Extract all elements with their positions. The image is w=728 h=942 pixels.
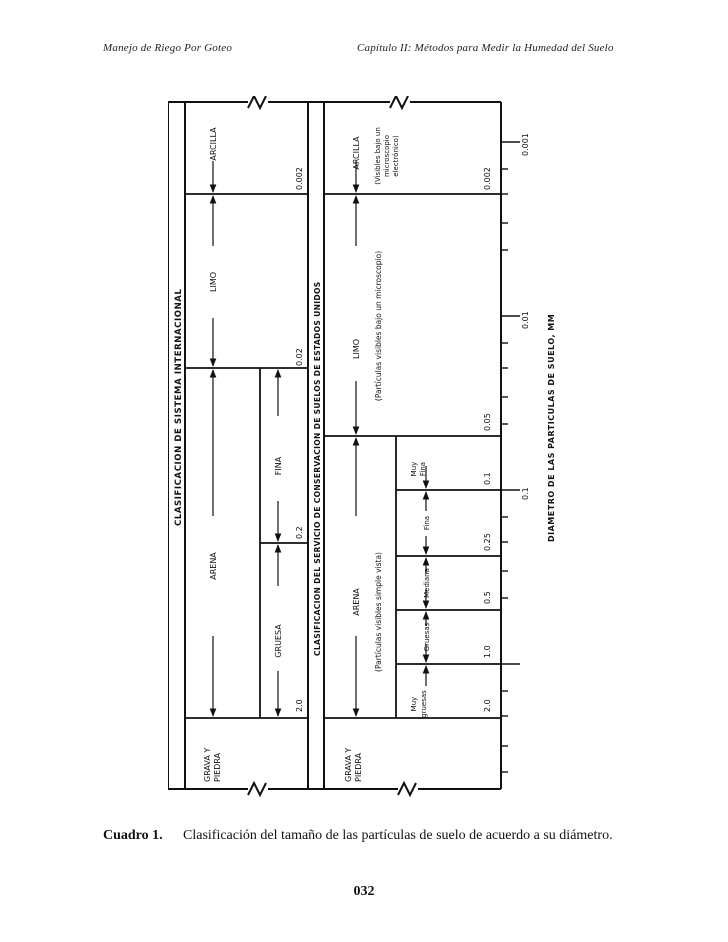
usda-tick-0-1: 0.1	[483, 472, 492, 485]
usda-grava-label: GRAVA Y	[344, 747, 353, 782]
axis-tick-0-01: 0.01	[521, 311, 530, 329]
usda-muy-label: Muy	[410, 696, 418, 712]
running-header-right: Capítulo II: Métodos para Medir la Humedad del Suelo	[357, 42, 614, 54]
usda-arena-label: ARENA	[352, 588, 361, 616]
intl-tick-0-02: 0.02	[295, 348, 304, 366]
usda-arena-note: (Partículas visibles simple vista)	[374, 552, 383, 672]
axis-tick-0-1: 0.1	[521, 487, 530, 500]
axis-label: DIAMETRO DE LAS PARTICULAS DE SUELO, MM	[547, 313, 556, 542]
usda-piedra-label: PIEDRA	[354, 752, 363, 782]
usda-boundaries	[324, 194, 501, 718]
usda-gruesas-label: Gruesas	[423, 622, 431, 652]
usda-mediana-label: Mediana	[423, 568, 431, 598]
axis-tick-0-001: 0.001	[521, 133, 530, 156]
usda-tick-0-05: 0.05	[483, 413, 492, 431]
usda-tick-1: 1.0	[483, 645, 492, 658]
intl-grava-label: GRAVA Y	[203, 747, 212, 782]
frame-lines	[168, 102, 501, 789]
usda-arcilla-note-3: electrónico)	[392, 135, 400, 177]
intl-title: CLASIFICACION DE SISTEMA INTERNACIONAL	[174, 288, 184, 526]
usda-gruesas-a-label: gruesas	[420, 690, 428, 718]
usda-arcilla-note-2: microscopio	[383, 134, 391, 178]
intl-fina-label: FINA	[274, 456, 283, 476]
figure-drawing	[168, 96, 576, 816]
intl-tick-0-002: 0.002	[295, 167, 304, 190]
particle-size-figure	[168, 96, 576, 816]
usda-arrows	[356, 161, 426, 716]
axis-ticks	[501, 142, 520, 772]
usda-tick-2: 2.0	[483, 699, 492, 712]
usda-arcilla-note-1: (Visibles bajo un	[374, 127, 382, 185]
usda-title: CLASIFICACION DEL SERVICIO DE CONSERVACION DE SUELOS DE ESTADOS UNIDOS	[313, 281, 322, 656]
usda-muy-fina-a-label: Muy	[410, 461, 418, 477]
usda-muy-fina-b-label: Fina	[419, 461, 427, 477]
caption-text: Clasificación del tamaño de las partículas de suelo de acuerdo a su diámetro.	[183, 828, 613, 843]
intl-gruesa-label: GRUESA	[274, 624, 283, 658]
intl-tick-2: 2.0	[295, 699, 304, 712]
usda-limo-note: (Partículas visibles bajo un microscopio)	[374, 250, 383, 402]
usda-fina-label: Fina	[423, 515, 431, 531]
intl-piedra-label: PIEDRA	[213, 752, 222, 782]
intl-arrows	[213, 161, 278, 716]
usda-arcilla-label: ARCILLA	[352, 136, 361, 170]
usda-tick-0-25: 0.25	[483, 533, 492, 551]
usda-tick-0-002: 0.002	[483, 167, 492, 190]
intl-limo-label: LIMO	[209, 271, 218, 293]
intl-boundaries	[185, 194, 308, 718]
break-symbols	[248, 96, 416, 795]
figure-caption	[103, 828, 613, 844]
usda-limo-label: LIMO	[352, 338, 361, 360]
running-header-left: Manejo de Riego Por Goteo	[103, 42, 233, 54]
intl-arena-label: ARENA	[209, 552, 218, 580]
usda-tick-0-5: 0.5	[483, 591, 492, 604]
caption-label: Cuadro 1.	[103, 828, 163, 843]
page-number: 032	[353, 884, 375, 899]
intl-arcilla-label: ARCILLA	[209, 127, 218, 161]
intl-tick-0-2: 0.2	[295, 526, 304, 539]
